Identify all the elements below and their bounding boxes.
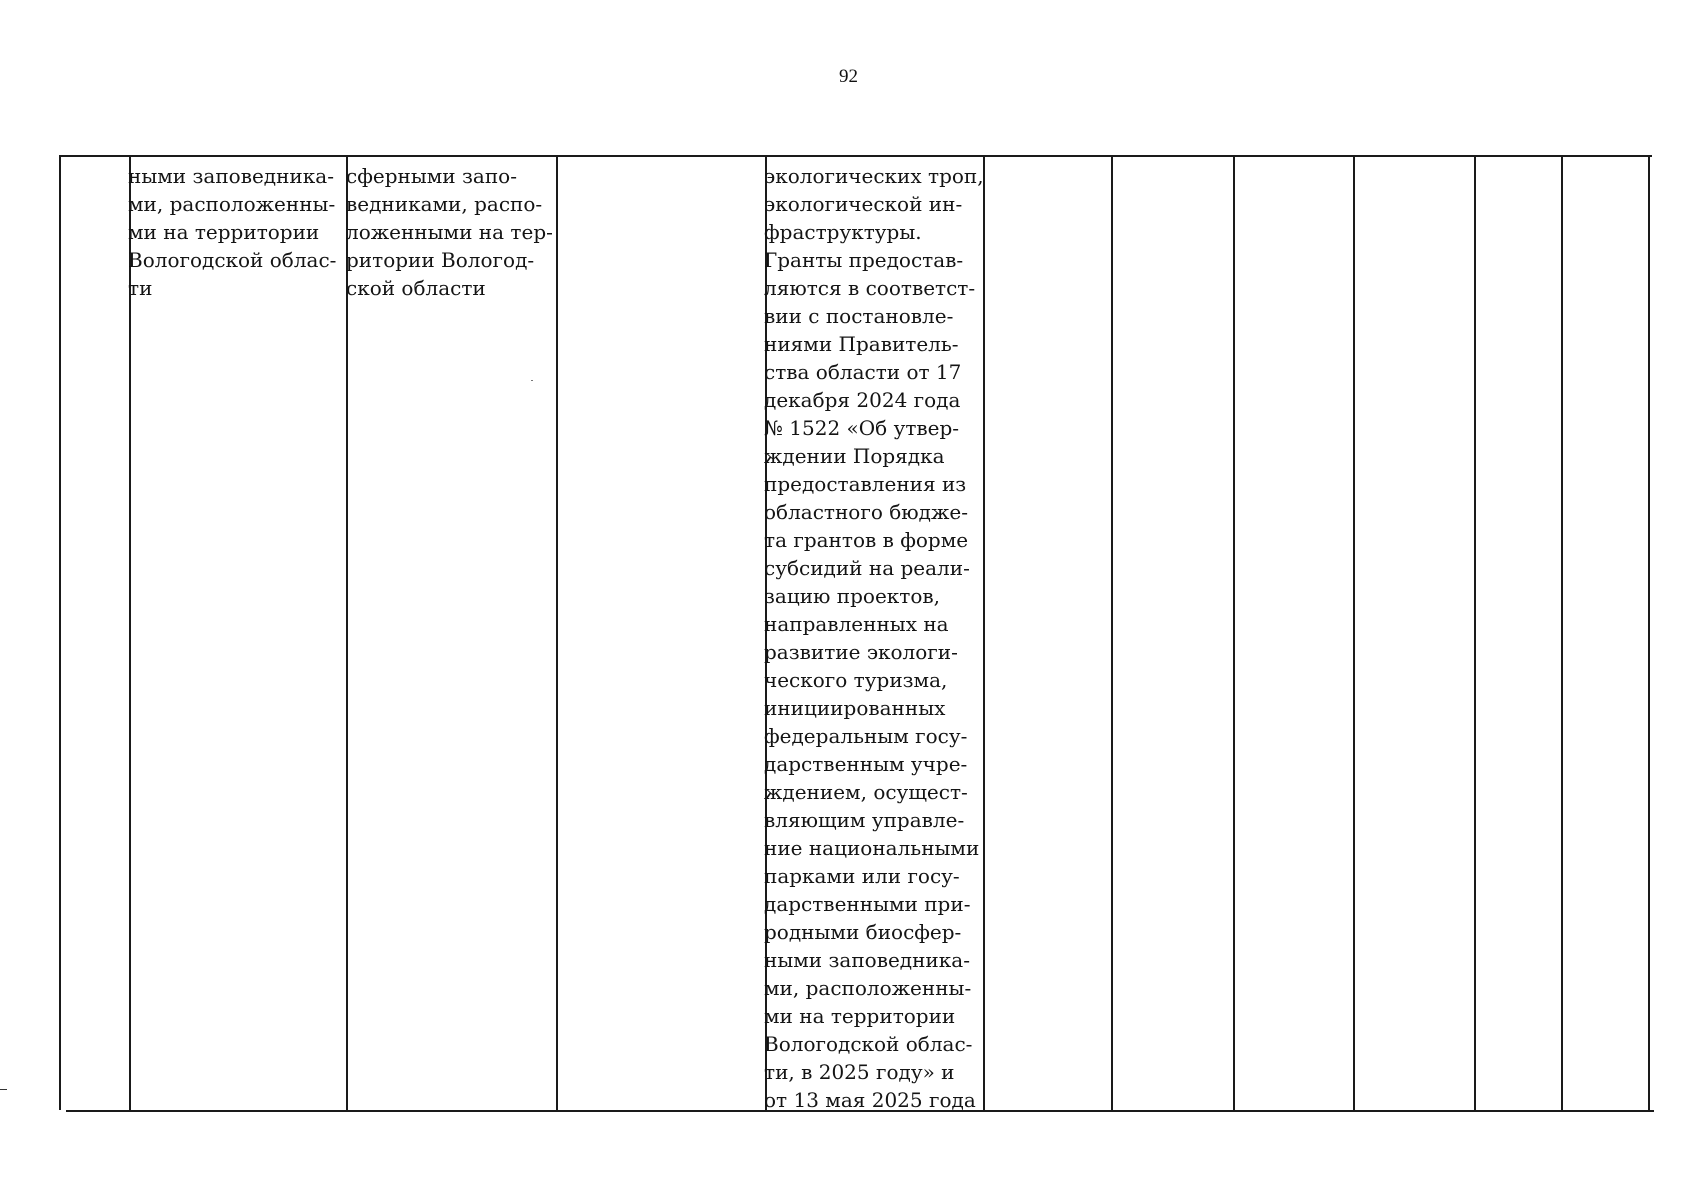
table-left-border — [59, 156, 61, 1110]
cell-text-line: ритории Вологод- — [346, 248, 535, 272]
cell-text-line: развитие экологи- — [764, 640, 958, 664]
cell-text-line: парками или госу- — [764, 864, 960, 888]
cell-text-line: ведниками, распо- — [346, 192, 543, 216]
cell-text-line: экологической ин- — [764, 192, 963, 216]
cell-text-line: № 1522 «Об утвер- — [764, 416, 960, 440]
cell-text-line: ниями Правитель- — [764, 332, 959, 356]
cell-text-line: экологических троп, — [764, 164, 984, 188]
cell-text-line: предоставления из — [764, 472, 967, 496]
cell-text-line: ми, расположенны- — [764, 976, 972, 1000]
cell-text-line: та грантов в форме — [764, 528, 969, 552]
cell-text-line: ными заповедника- — [128, 164, 334, 188]
column-divider — [1111, 156, 1113, 1111]
page-number: 92 — [839, 66, 858, 87]
cell-text-line: ти — [128, 276, 153, 300]
cell-text-line: ми на территории — [128, 220, 320, 244]
cell-text-line: ческого туризма, — [764, 668, 948, 692]
cell-text-line: ми на территории — [764, 1004, 956, 1028]
cell-text-line: инициированных — [764, 696, 946, 720]
cell-text-line: направленных на — [764, 612, 949, 636]
table-top-border — [59, 155, 1652, 157]
cell-text-line: Вологодской облас- — [128, 248, 337, 272]
cell-text-line: вии с постановле- — [764, 304, 954, 328]
cell-text-line: областного бюдже- — [764, 500, 968, 524]
scan-margin-mark — [0, 1089, 7, 1090]
cell-text-line: ждением, осущест- — [764, 780, 968, 804]
cell-text-line: ными заповедника- — [764, 948, 970, 972]
column-divider — [1474, 156, 1476, 1111]
cell-text-line: федеральным госу- — [764, 724, 968, 748]
column-divider — [1353, 156, 1355, 1111]
cell-text-line: родными биосфер- — [764, 920, 962, 944]
cell-text-line: сферными запо- — [346, 164, 517, 188]
table-right-border — [1648, 156, 1650, 1111]
cell-text-line: ждении Порядка — [764, 444, 945, 468]
cell-text-line: ние национальными — [764, 836, 980, 860]
cell-text-line: зацию проектов, — [764, 584, 941, 608]
cell-text-line: субсидий на реали- — [764, 556, 970, 580]
table-cell-col3 — [346, 162, 553, 302]
cell-text-line: Гранты предостав- — [764, 248, 964, 272]
cell-text-line: ми, расположенны- — [128, 192, 336, 216]
column-divider — [1233, 156, 1235, 1111]
cell-text-line: от 13 мая 2025 года — [764, 1088, 976, 1112]
cell-text-line: декабря 2024 года — [764, 388, 961, 412]
cell-text-line: ложенными на тер- — [346, 220, 553, 244]
column-divider — [556, 156, 558, 1111]
cell-text-line: ской области — [346, 276, 486, 300]
cell-text-line: дарственными при- — [764, 892, 971, 916]
scan-speck — [531, 380, 533, 381]
cell-text-line: дарственным учре- — [764, 752, 968, 776]
cell-text-line: Вологодской облас- — [764, 1032, 973, 1056]
cell-text-line: ляются в соответст- — [764, 276, 976, 300]
cell-text-line: фраструктуры. — [764, 220, 922, 244]
cell-text-line: ти, в 2025 году» и — [764, 1060, 955, 1084]
column-divider — [1561, 156, 1563, 1111]
cell-text-line: ства области от 17 — [764, 360, 962, 384]
table-cell-col2 — [128, 162, 336, 302]
table-cell-col5 — [764, 162, 984, 1114]
cell-text-line: вляющим управле- — [764, 808, 965, 832]
